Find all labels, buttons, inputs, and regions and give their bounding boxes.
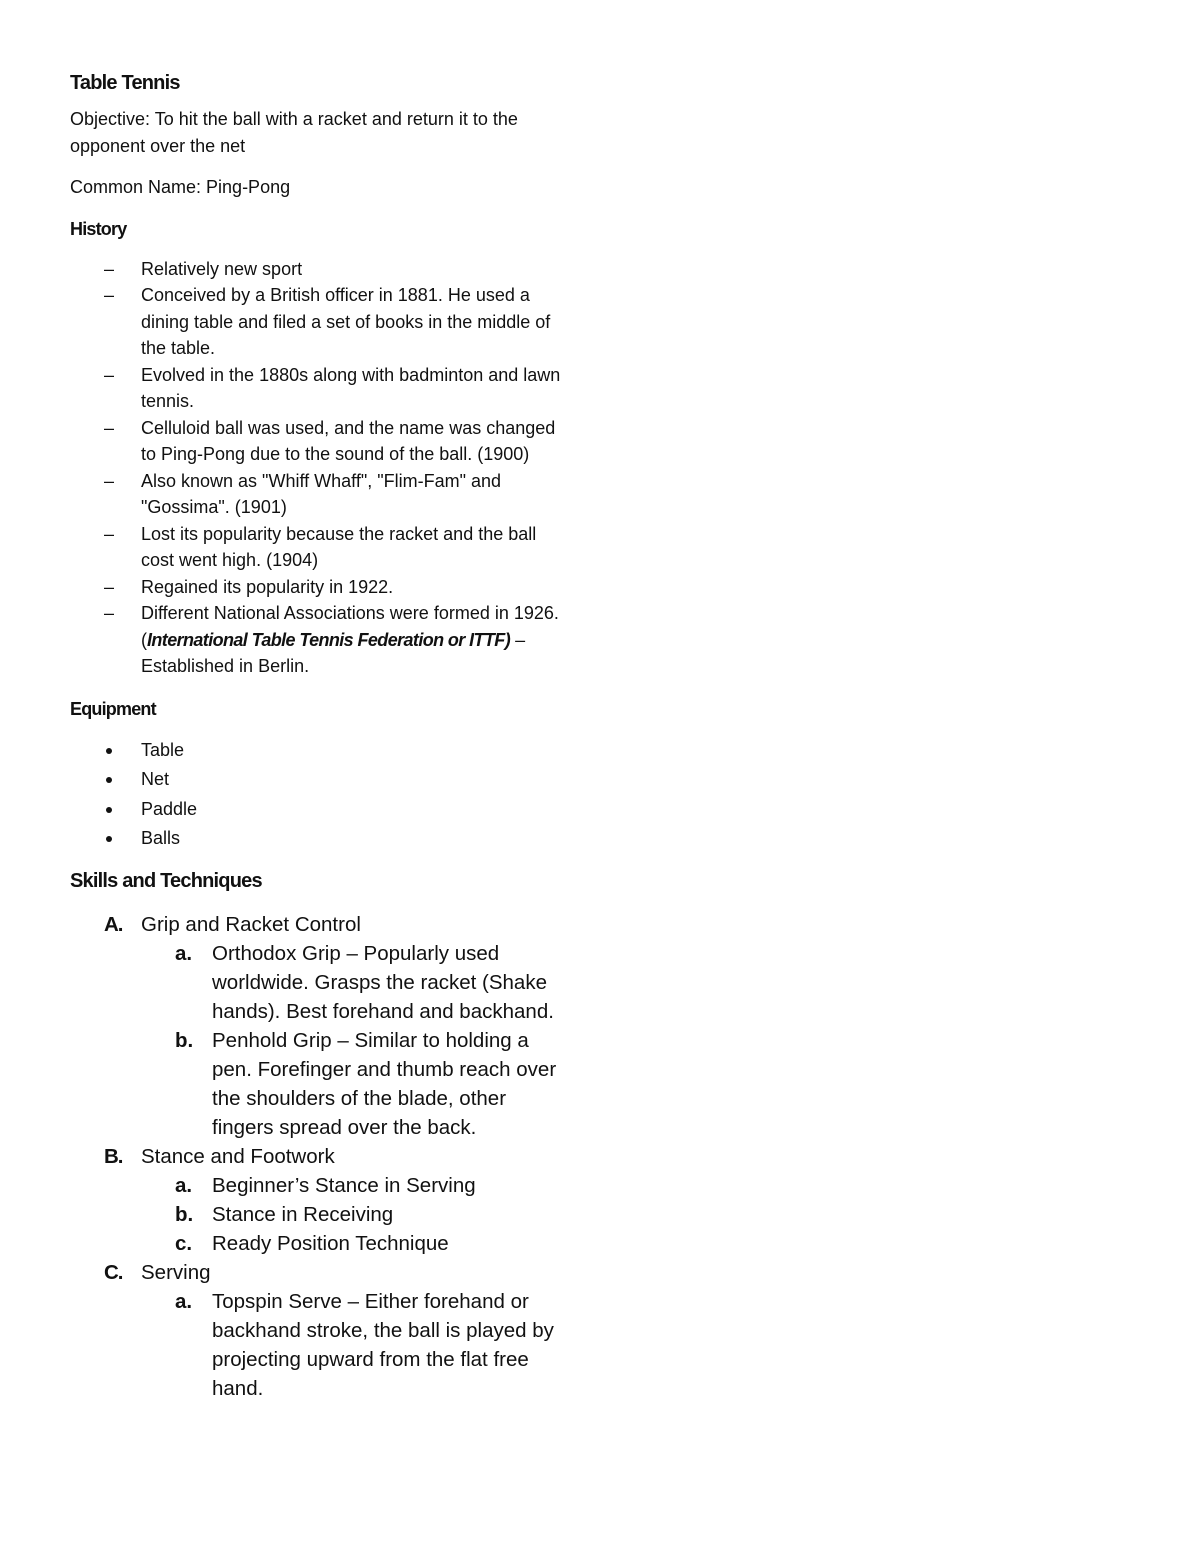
sub-letter: a. xyxy=(175,941,193,965)
list-item xyxy=(70,415,570,468)
sub-list-item xyxy=(141,1171,568,1200)
section-letter: B. xyxy=(104,1144,123,1168)
list-item-text: Lost its popularity because the racket and the ball cost went high. (1904) xyxy=(141,523,537,570)
sub-list-item xyxy=(141,1026,568,1142)
list-item xyxy=(70,824,570,854)
history-list xyxy=(70,256,570,680)
dash-marker: – xyxy=(104,417,115,438)
list-item xyxy=(70,574,570,601)
sub-item-text: Orthodox Grip – Popularly used worldwide. Grasps the racket (Shake hands). Best forehand and backhand. xyxy=(212,941,554,1023)
dash-marker: – xyxy=(104,285,115,305)
sub-list-item xyxy=(141,939,568,1026)
sub-list-item xyxy=(141,1229,568,1258)
dash-marker: – xyxy=(104,364,115,385)
sub-list xyxy=(141,1287,570,1403)
sub-letter: a. xyxy=(175,1289,193,1313)
list-item-text: Conceived by a British officer in 1881. He used a dining table and filed a set of books in the middle of the table. xyxy=(141,285,551,358)
list-item-text: Evolved in the 1880s along with badminton and lawn tennis. xyxy=(141,364,561,411)
sub-list xyxy=(141,1171,570,1258)
skills-list xyxy=(70,910,570,1403)
list-item xyxy=(70,468,570,521)
list-item-text: Balls xyxy=(141,828,181,848)
list-item-text: Celluloid ball was used, and the name was changed to Ping-Pong due to the sound of the ball. (1900) xyxy=(141,417,556,464)
skills-heading: Skills and Techniques xyxy=(70,869,262,892)
dash-marker: – xyxy=(104,258,115,279)
dash-marker: – xyxy=(104,576,115,597)
section-letter: A. xyxy=(104,912,123,936)
bullet-icon xyxy=(106,836,112,842)
section-label: Stance and Footwork xyxy=(141,1144,335,1168)
sub-list xyxy=(141,939,570,1142)
objective-text: Objective: To hit the ball with a racket and return it to the opponent over the net xyxy=(70,109,518,156)
list-item-text: Regained its popularity in 1922. xyxy=(141,576,394,597)
equipment-heading: Equipment xyxy=(70,698,156,719)
list-item-text: Also known as "Whiff Whaff", "Flim-Fam" and "Gossima". (1901) xyxy=(141,470,501,517)
list-item-text-end: – Established in Berlin. xyxy=(141,629,526,676)
skills-section xyxy=(70,910,570,1142)
list-item-text: Relatively new sport xyxy=(141,258,303,279)
bullet-icon xyxy=(106,748,112,754)
sub-letter: b. xyxy=(175,1202,194,1226)
document-title: Table Tennis xyxy=(70,72,180,94)
list-item-text: Table xyxy=(141,739,185,760)
equipment-list xyxy=(70,736,570,854)
common-name-text: Common Name: Ping-Pong xyxy=(70,177,291,197)
dash-marker: – xyxy=(104,603,115,623)
sub-item-text: Topspin Serve – Either forehand or backhand stroke, the ball is played by projecting upward from the flat free hand. xyxy=(212,1289,554,1400)
list-item-text: Net xyxy=(141,769,170,789)
sub-letter: b. xyxy=(175,1028,194,1052)
sub-letter: a. xyxy=(175,1173,193,1197)
dash-marker: – xyxy=(104,523,115,544)
skills-section xyxy=(70,1258,570,1403)
list-item xyxy=(70,600,570,680)
sub-item-text: Beginner’s Stance in Serving xyxy=(212,1173,476,1197)
dash-marker: – xyxy=(104,470,115,491)
list-item xyxy=(70,521,570,574)
list-item xyxy=(70,765,570,795)
list-item xyxy=(70,362,570,415)
list-item xyxy=(70,282,570,362)
list-item-text: Paddle xyxy=(141,798,198,819)
ittf-emphasis: International Table Tennis Federation or ITTF) xyxy=(147,629,511,650)
sub-item-text: Ready Position Technique xyxy=(212,1231,449,1255)
skills-section xyxy=(70,1142,570,1258)
section-label: Grip and Racket Control xyxy=(141,912,361,936)
sub-list-item xyxy=(141,1287,568,1403)
bullet-icon xyxy=(106,807,112,813)
list-item-text-start: Different National Associations were formed in 1926. ( xyxy=(141,603,559,650)
sub-item-text: Penhold Grip – Similar to holding a pen. Forefinger and thumb reach over the shoulders of the blade, other fingers spread over the back. xyxy=(212,1028,557,1139)
list-item xyxy=(70,736,570,766)
list-item xyxy=(70,795,570,825)
section-letter: C. xyxy=(104,1260,123,1284)
sub-letter: c. xyxy=(175,1231,193,1255)
list-item xyxy=(70,256,570,283)
history-heading: History xyxy=(70,218,127,239)
document-body xyxy=(70,66,570,1403)
section-label: Serving xyxy=(141,1260,211,1284)
sub-list-item xyxy=(141,1200,568,1229)
bullet-icon xyxy=(106,777,112,783)
sub-item-text: Stance in Receiving xyxy=(212,1202,394,1226)
